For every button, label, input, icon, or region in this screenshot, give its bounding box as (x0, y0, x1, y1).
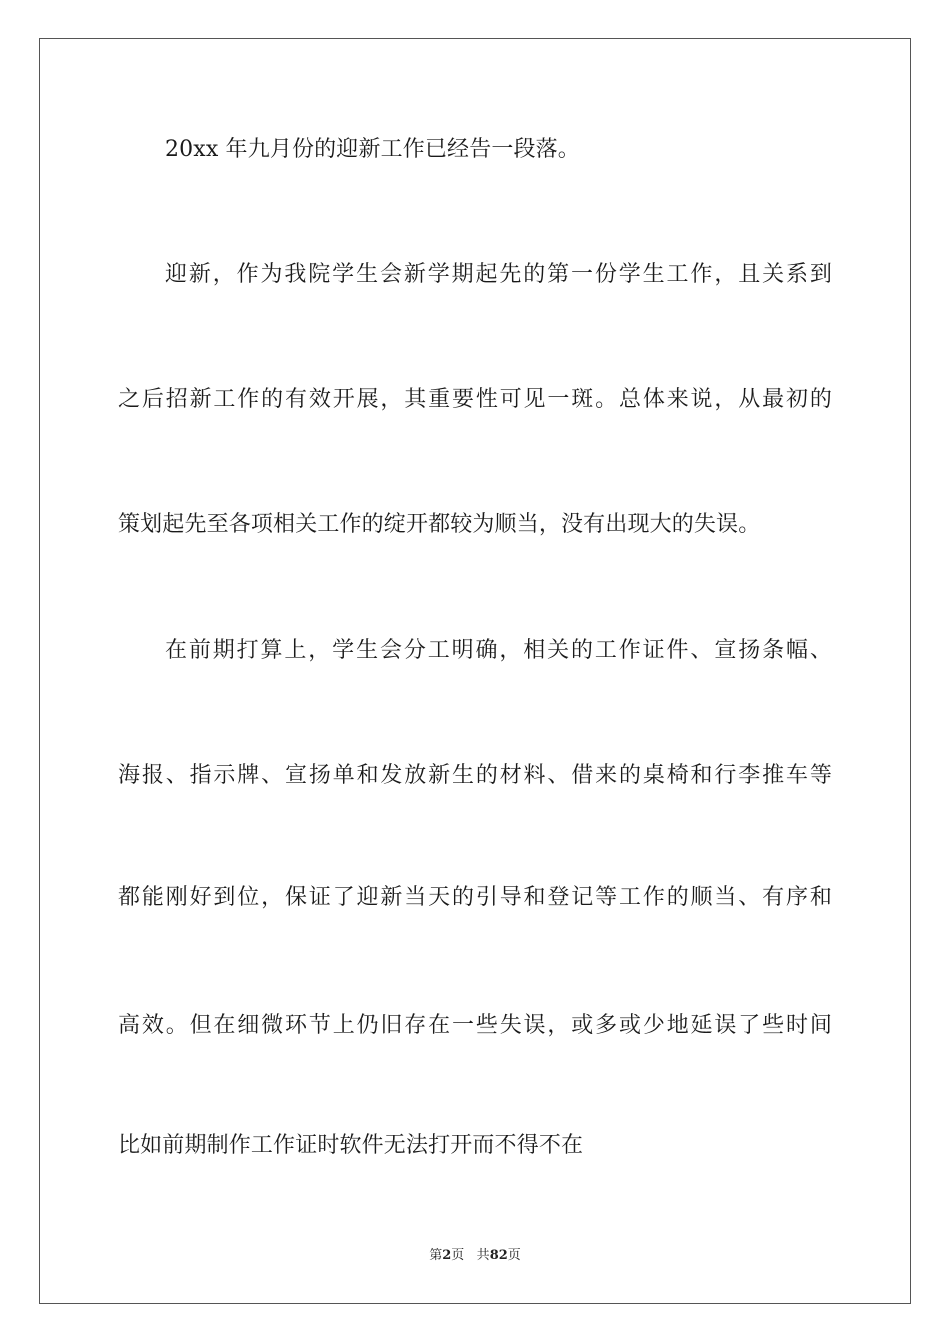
paragraph-line-1: 20xx 年九月份的迎新工作已经告一段落。 (165, 137, 580, 162)
paragraph-line-2: 迎新，作为我院学生会新学期起先的第一份学生工作，且关系到 (165, 262, 832, 287)
footer-total-prefix: 共 (476, 1248, 490, 1263)
footer-page-suffix: 页 (451, 1248, 465, 1263)
paragraph-line-8: 高效。但在细微环节上仍旧存在一些失误，或多或少地延误了些时间 (118, 1013, 832, 1038)
paragraph-line-3: 之后招新工作的有效开展，其重要性可见一斑。总体来说，从最初的 (118, 387, 832, 412)
footer-page-prefix: 第 (429, 1248, 443, 1263)
footer-total-suffix: 页 (507, 1248, 521, 1263)
page-border (39, 38, 911, 1304)
paragraph-line-4: 策划起先至各项相关工作的绽开都较为顺当，没有出现大的失误。 (118, 512, 761, 537)
footer-total-pages: 82 (489, 1248, 508, 1263)
paragraph-line-6: 海报、指示牌、宣扬单和发放新生的材料、借来的桌椅和行李推车等 (118, 763, 832, 788)
paragraph-line-7: 都能刚好到位，保证了迎新当天的引导和登记等工作的顺当、有序和 (118, 885, 832, 910)
page-footer (0, 1248, 950, 1264)
paragraph-line-9: 比如前期制作工作证时软件无法打开而不得不在 (118, 1133, 584, 1158)
footer-current-page: 2 (442, 1248, 452, 1263)
paragraph-line-5: 在前期打算上，学生会分工明确，相关的工作证件、宣扬条幅、 (165, 638, 832, 663)
